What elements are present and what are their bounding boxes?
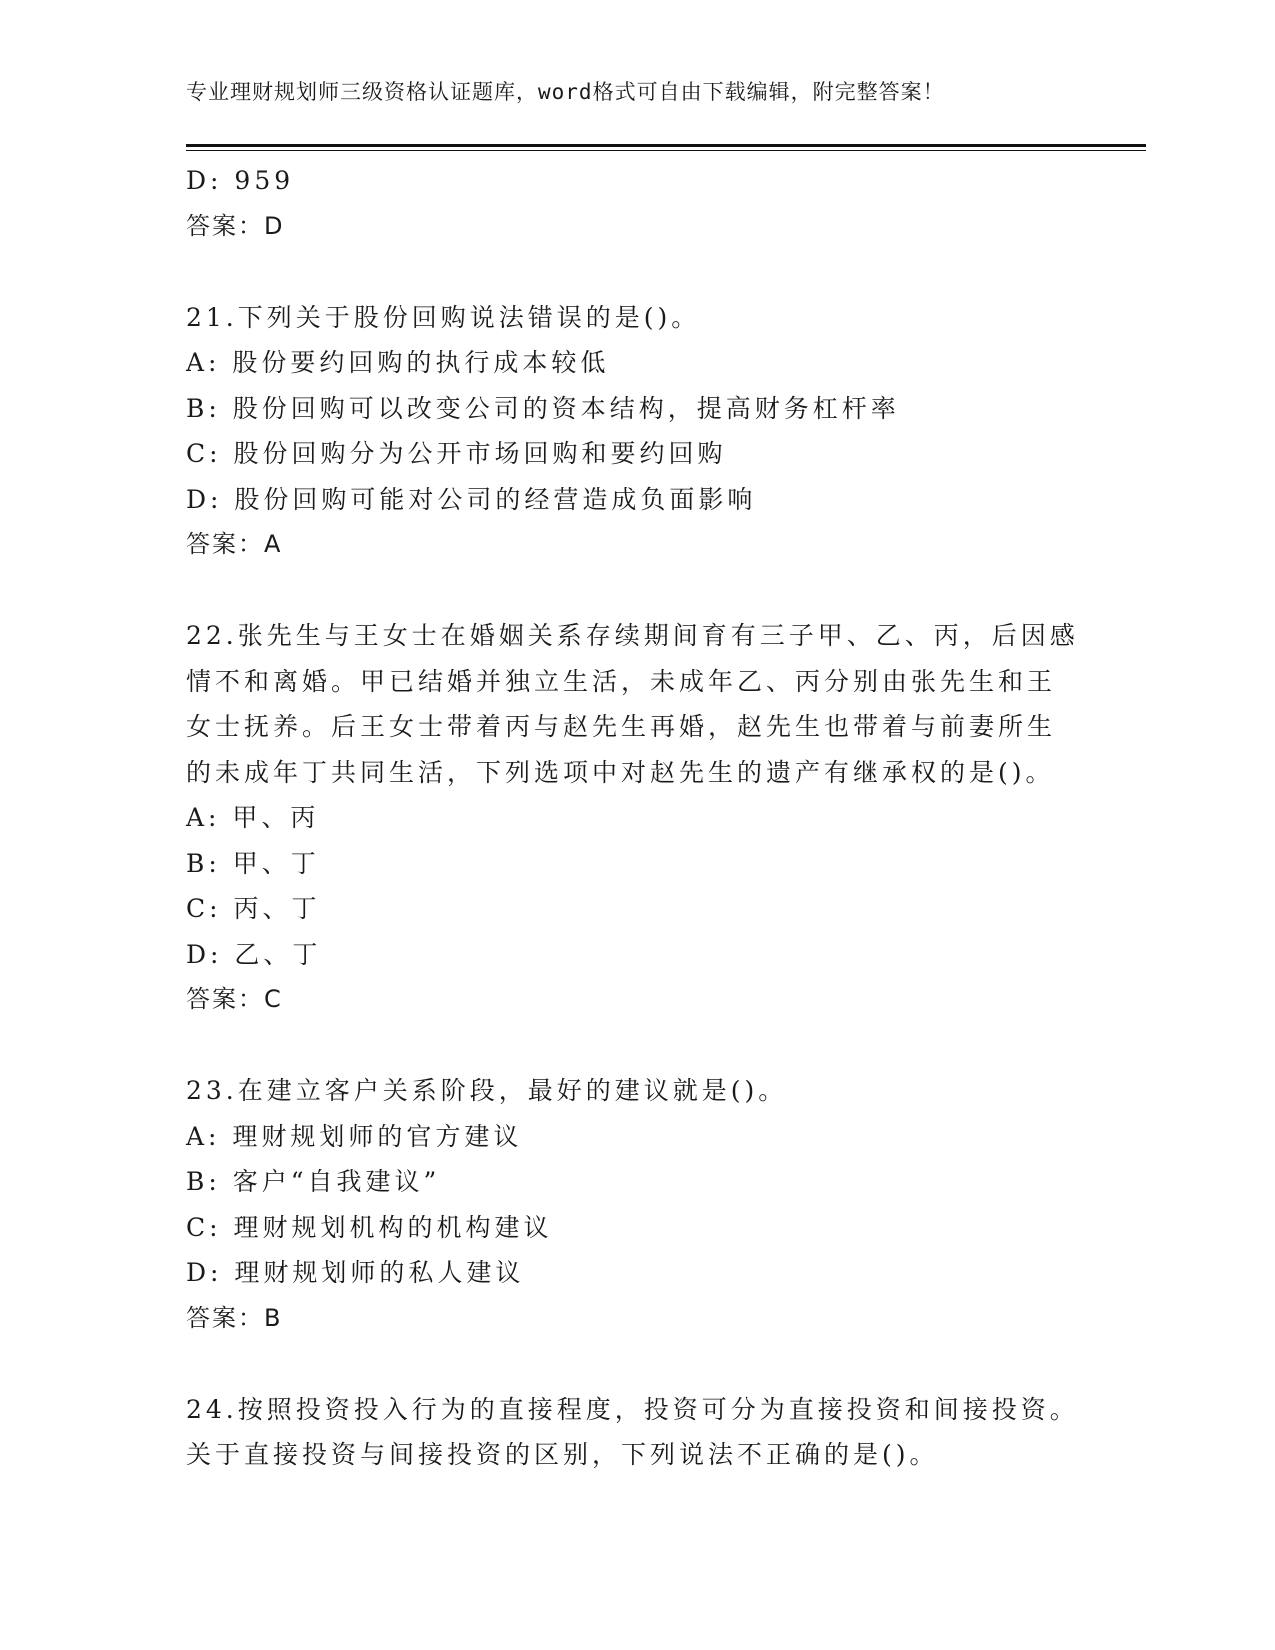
question-stem: 情不和离婚。甲已结婚并独立生活，未成年乙、丙分别由张先生和王 <box>186 666 1057 696</box>
answer-line: 答案：D <box>186 211 285 240</box>
spacer <box>186 1341 1086 1387</box>
option-d: D: 乙、丁 <box>186 939 322 969</box>
option-d: D: 理财规划师的私人建议 <box>186 1258 525 1287</box>
question-stem: 女士抚养。后王女士带着丙与赵先生再婚，赵先生也带着与前妻所生 <box>186 712 1057 741</box>
header-divider-thick <box>186 144 1146 147</box>
option-a: A: 甲、丙 <box>186 803 320 832</box>
option-a: A: 理财规划师的官方建议 <box>186 1121 523 1151</box>
option-d: D: 股份回购可能对公司的经营造成负面影响 <box>186 484 757 514</box>
question-stem: 21.下列关于股份回购说法错误的是()。 <box>186 302 701 332</box>
spacer <box>186 568 1086 614</box>
question-24 <box>186 1387 1086 1478</box>
option-c: C: 理财规划机构的机构建议 <box>186 1212 553 1242</box>
spacer <box>186 249 1086 295</box>
option-a: A: 股份要约回购的执行成本较低 <box>186 348 610 377</box>
option-c: C: 丙、丁 <box>186 894 321 923</box>
question-22 <box>186 613 1086 1023</box>
option-b: B: 股份回购可以改变公司的资本结构，提高财务杠杆率 <box>186 393 900 423</box>
option-c: C: 股份回购分为公开市场回购和要约回购 <box>186 439 727 468</box>
question-stem: 的未成年丁共同生活，下列选项中对赵先生的遗产有继承权的是()。 <box>186 757 1055 787</box>
header-divider-thin <box>186 150 1146 151</box>
option-d: D: 959 <box>186 166 295 195</box>
answer-line: 答案：C <box>186 985 283 1013</box>
question-stem: 22.张先生与王女士在婚姻关系存续期间育有三子甲、乙、丙，后因感 <box>186 621 1079 650</box>
question-stem: 23.在建立客户关系阶段，最好的建议就是()。 <box>186 1076 788 1105</box>
question-stem: 24.按照投资投入行为的直接程度，投资可分为直接投资和间接投资。 <box>186 1394 1079 1424</box>
question-21 <box>186 295 1086 568</box>
question-23 <box>186 1068 1086 1341</box>
option-b: B: 甲、丁 <box>186 848 320 878</box>
option-b: B: 客户“自我建议” <box>186 1167 441 1196</box>
question-stem: 关于直接投资与间接投资的区别，下列说法不正确的是()。 <box>186 1440 939 1469</box>
answer-line: 答案：B <box>186 1303 283 1332</box>
spacer <box>186 1023 1086 1069</box>
page-header: 专业理财规划师三级资格认证题库，word格式可自由下载编辑，附完整答案！ <box>186 80 945 104</box>
document-body <box>186 158 1086 1478</box>
answer-line: 答案：A <box>186 530 283 558</box>
